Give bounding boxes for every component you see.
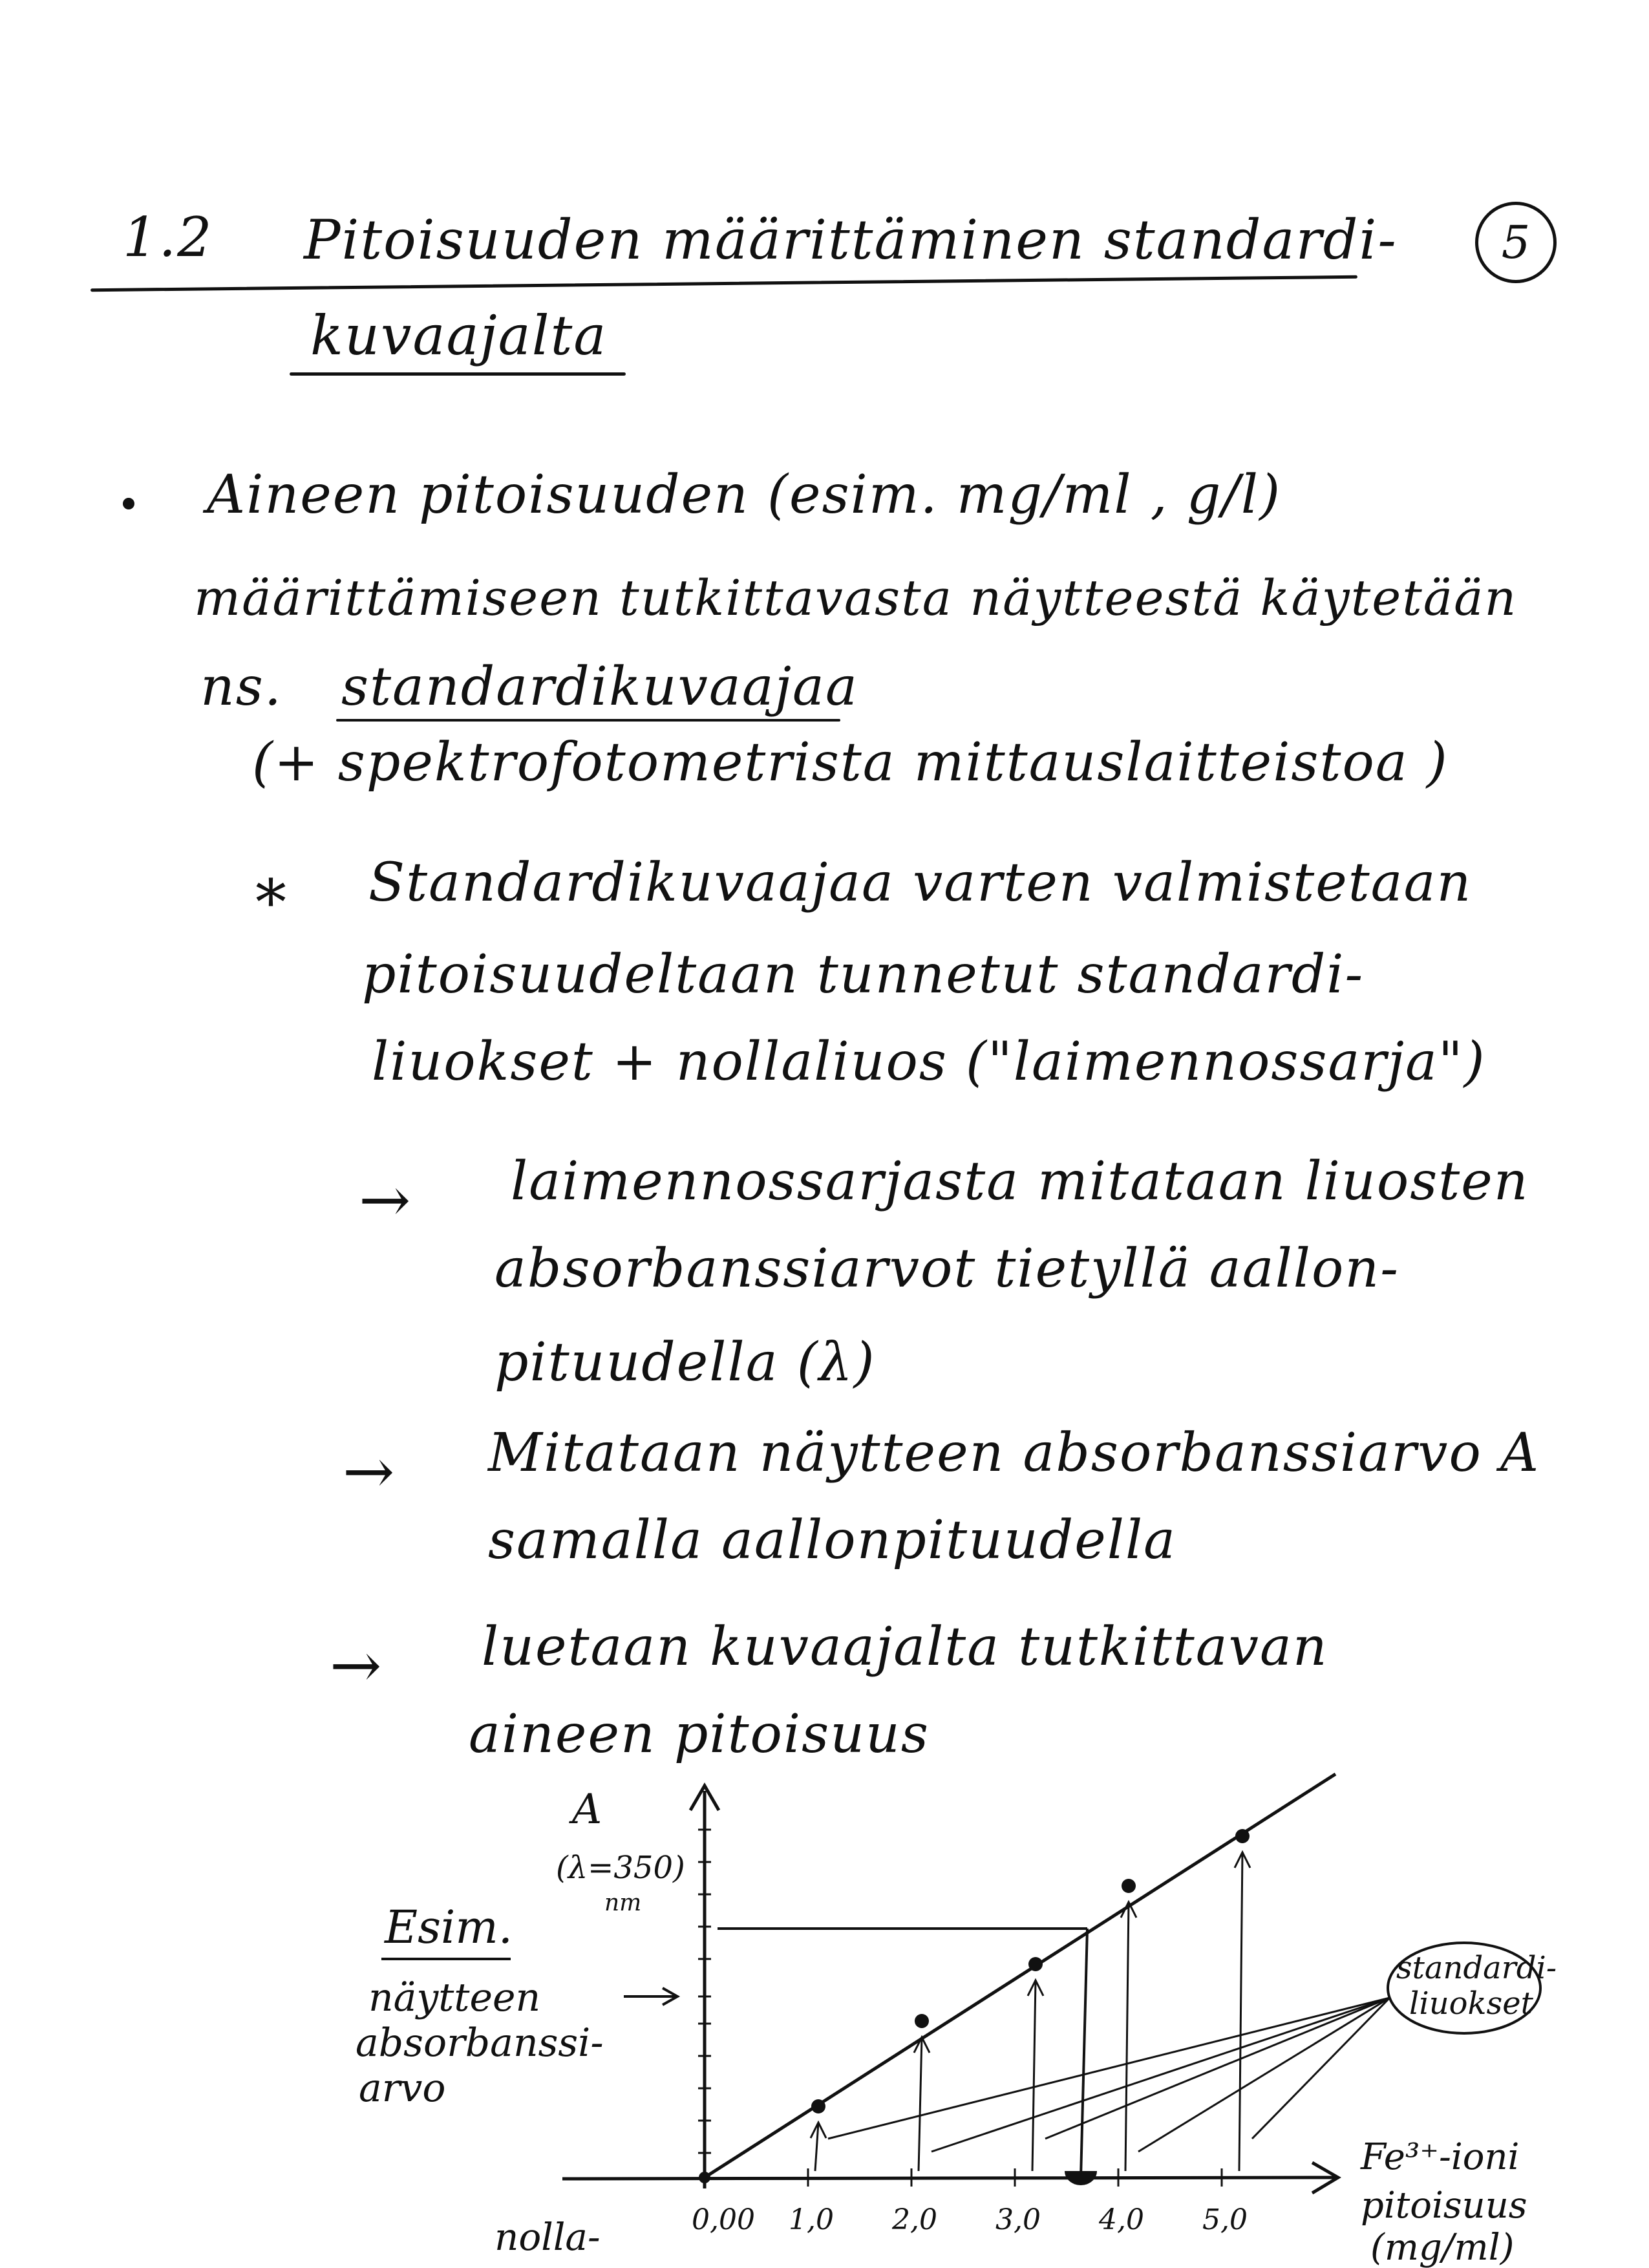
data-point [699,2172,710,2183]
y-axis-sublabel: (λ=350) [556,1850,685,1886]
data-point [811,2099,825,2113]
x-tick-label: 0,00 [692,2203,755,2236]
section-number: 1.2 [123,206,213,269]
sample-reading-marker [1065,2171,1097,2185]
arrow-1-line-2: absorbanssiarvot tietyllä aallon- [495,1238,1399,1300]
bullet-line-2: määrittämiseen tutkittavasta näytteestä käytetään [194,569,1518,626]
x-tick-label: 4,0 [1099,2203,1144,2236]
asterisk-marker: * [255,866,288,939]
arrow-1-line-3: pituudella (λ) [495,1332,876,1393]
standards-pointer-line [1252,1998,1390,2139]
data-point [1028,1957,1043,1971]
arrow-3-line-2: aineen pitoisuus [469,1704,930,1765]
reading-arrow [919,2037,922,2171]
arrow-1-line-1: laimennossarjasta mitataan liuosten [511,1151,1529,1212]
data-point [1235,1829,1250,1843]
data-point [915,2014,929,2028]
x-axis-label-3: (mg/ml) [1370,2227,1515,2268]
sample-label-3: arvo [359,2066,446,2111]
zero-solution-label: nolla- [495,2215,601,2259]
arrow-1-icon: → [359,1164,412,1236]
standards-label-2: liuokset [1409,1985,1533,2022]
sample-label-2: absorbanssi- [356,2020,604,2066]
sub-line-1: Standardikuvaajaa varten valmistetaan [368,852,1473,914]
x-tick-label: 3,0 [995,2203,1041,2236]
arrow-3-line-1: luetaan kuvaajalta tutkittavan [482,1616,1328,1678]
bullet-line-3-prefix: ns. [200,656,282,718]
y-axis-label: A [572,1786,602,1834]
x-axis [562,2177,1335,2179]
standards-pointer-line [1138,1998,1390,2152]
x-axis-label-2: pitoisuus [1361,2185,1527,2227]
bullet-line-1: Aineen pitoisuuden (esim. mg/ml , g/l) [207,464,1282,526]
standards-pointer-line [828,1998,1390,2139]
arrow-2-line-1: Mitataan näytteen absorbanssiarvo A [488,1422,1540,1484]
term-underline [336,719,840,722]
section-title-line1: Pitoisuuden määrittäminen standardi- [304,208,1398,272]
x-tick-label: 1,0 [789,2203,834,2236]
page-number-badge: 5 [1475,202,1557,283]
standard-curve [699,1774,1390,2185]
sub-line-2: pitoisuudeltaan tunnetut standardi- [362,944,1365,1005]
sample-vertical-line [1081,1929,1087,2177]
example-label: Esim. [385,1901,513,1954]
standards-pointer-line [1045,1998,1390,2139]
sub-line-3: liuokset + nollaliuos ("laimennossarja") [372,1031,1486,1093]
x-axis-label-1: Fe³⁺-ioni [1361,2136,1520,2178]
reading-arrow [1032,1980,1036,2171]
standards-pointer-line [931,1998,1390,2152]
arrow-2-icon: → [343,1435,396,1508]
bullet-line-4: (+ spektrofotometrista mittauslaitteistoa ) [252,732,1449,793]
reading-arrow [1239,1852,1242,2171]
bullet-line-3-term: standardikuvaajaa [341,656,858,718]
data-point [1122,1879,1136,1893]
standards-label-1: standardi- [1396,1950,1557,1986]
x-tick-label: 2,0 [892,2203,937,2236]
standard-curve-figure [0,1746,1649,2268]
heading-underline [90,275,1357,292]
bullet-dot [123,498,134,509]
sample-label-1: näytteen [368,1975,541,2020]
y-axis-unit: nm [604,1890,642,1916]
x-tick-label: 5,0 [1202,2203,1248,2236]
heading-underline-2 [290,372,626,376]
section-title-line2: kuvaajalta [310,304,608,367]
arrow-2-line-2: samalla aallonpituudella [488,1510,1177,1571]
arrow-3-icon: → [330,1629,383,1702]
reading-arrow [1125,1902,1129,2171]
